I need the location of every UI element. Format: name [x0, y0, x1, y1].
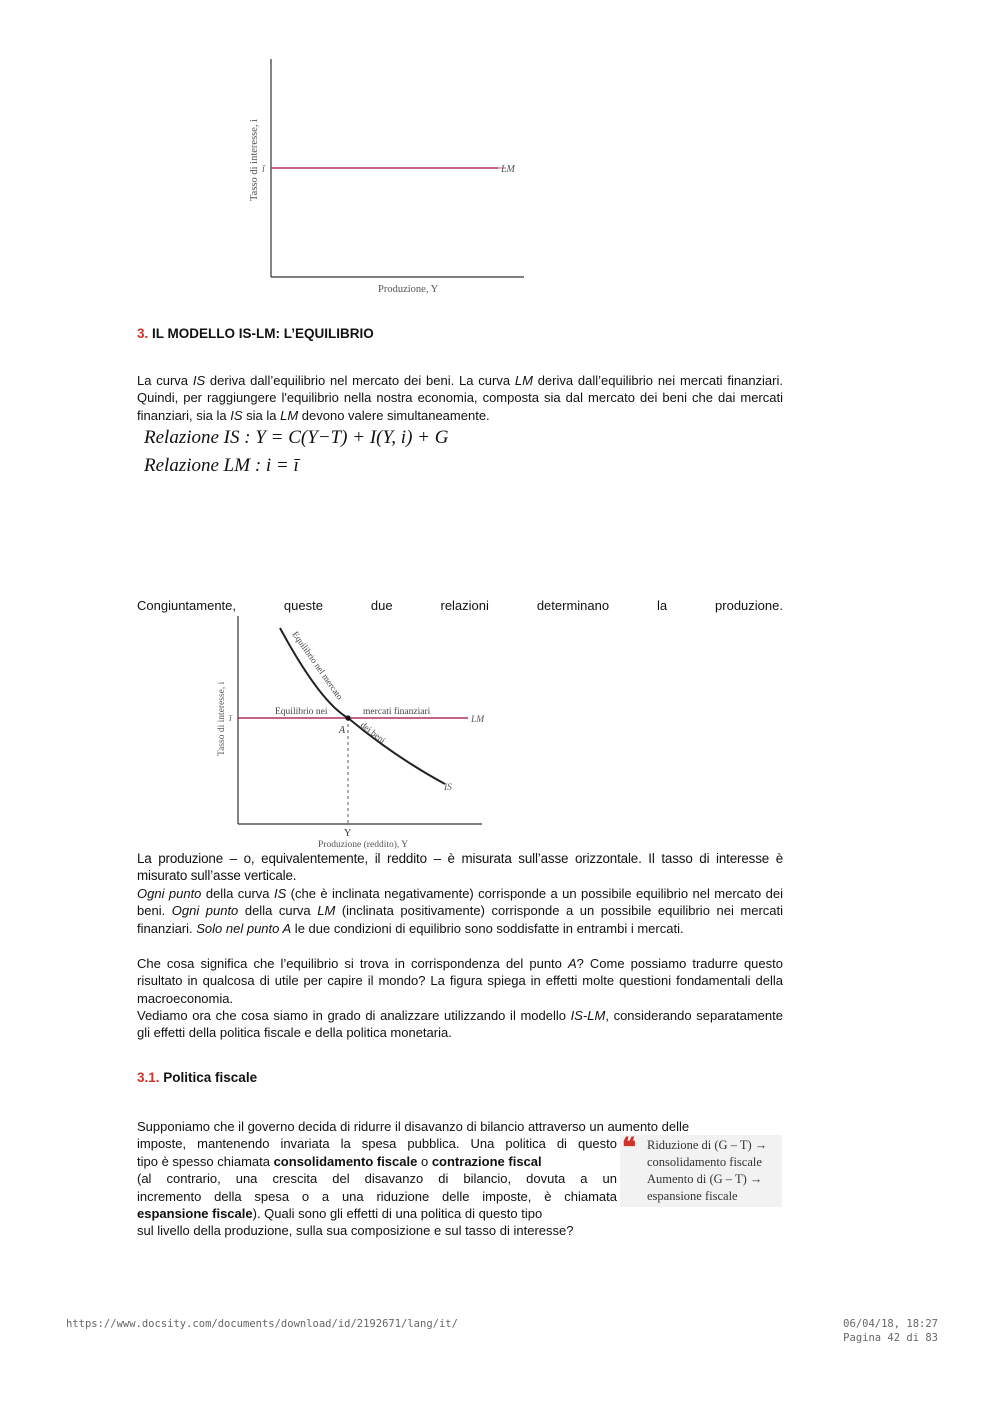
para-line: sul livello della produzione, sulla sua composizione e sul tasso di interesse?	[137, 1223, 574, 1239]
text: sia la	[242, 407, 281, 423]
callout-line: Riduzione di (G – T) →	[647, 1138, 768, 1152]
paragraph-axes	[137, 850, 783, 885]
text: (che è inclinata negativamente) corrisponde a un possibile equilibrio nel mercato dei beni.	[137, 886, 784, 919]
text-italic: IS	[230, 407, 243, 423]
word: relazioni	[440, 598, 489, 613]
text: le due condizioni di equilibrio sono soddisfatte in entrambi i mercati.	[291, 920, 684, 936]
paragraph-is-lm-intro	[137, 372, 783, 424]
callout-line: espansione fiscale	[647, 1189, 738, 1203]
label-curve-bottom: dei beni	[358, 719, 388, 746]
x-tick-label: Y	[344, 828, 352, 839]
label-curve-top: Equilibrio nel mercato	[290, 629, 346, 702]
text-bold: espansione fiscale	[137, 1206, 253, 1222]
section-number: 3.	[137, 326, 149, 341]
text-italic: IS	[273, 886, 287, 901]
margin-callout	[620, 1135, 782, 1207]
text-italic: A	[567, 956, 577, 971]
footer-url[interactable]: https://www.docsity.com/documents/download/id/2192671/lang/it/	[66, 1318, 458, 1330]
formula-is: Relazione IS : Y = C(Y−T) + I(Y, i) + G	[144, 427, 449, 448]
section-title: Politica fiscale	[159, 1070, 258, 1085]
y-axis-label: Tasso di interesse, i	[249, 118, 260, 201]
formula-lm-symbol: ī	[293, 455, 299, 476]
word: Congiuntamente,	[137, 598, 237, 613]
paragraph-ogni-punto	[137, 885, 783, 937]
word: due	[370, 598, 393, 613]
word: determinano	[536, 598, 610, 613]
quote-icon: ❝	[622, 1133, 636, 1162]
word: produzione.	[715, 598, 783, 613]
para-line	[137, 1153, 617, 1170]
text: La produzione – o, equivalentemente, il reddito – è misurata sull’asse orizzontale. Il tasso di interesse è misurato sull’asse verticale.	[137, 851, 783, 884]
formula-lm-prefix: Relazione LM : i =	[144, 455, 294, 476]
text: ? Come possiamo tradurre questo risultato in qualcosa di utile per capire il mondo? La figura spiega in effetti molte questioni fondamentali della macroeconomia.	[137, 956, 783, 1006]
para-line: incremento della spesa o a una riduzione delle imposte, è chiamata	[137, 1188, 617, 1204]
section-heading-3-1	[137, 1070, 257, 1085]
text: ). Quali sono gli effetti di una politica di questo tipo	[252, 1206, 543, 1222]
text-italic: Ogni punto	[137, 886, 202, 901]
figure-is-lm	[210, 612, 510, 852]
x-axis-label: Produzione, Y	[378, 284, 439, 295]
equilibrium-point	[345, 715, 350, 720]
para-line	[137, 1205, 631, 1222]
y-axis-label: Tasso di interesse, i	[217, 681, 227, 756]
footer-datetime: 06/04/18, 18:27	[843, 1318, 938, 1330]
text-italic: Ogni punto	[171, 903, 239, 919]
formula-lm	[144, 455, 299, 477]
word: la	[657, 598, 668, 613]
text: , considerando separatamente gli effetti della politica fiscale e della politica monetaria.	[137, 1008, 783, 1041]
lm-label: LM	[501, 164, 515, 175]
y-tick-label: ī	[262, 164, 265, 175]
text-italic: IS	[192, 373, 206, 388]
text: Vediamo ora che cosa siamo in grado di analizzare utilizzando il modello	[137, 1008, 571, 1023]
text: tipo è spesso chiamata	[137, 1153, 274, 1169]
text: devono valere simultaneamente.	[298, 407, 490, 423]
text-italic: LM	[317, 903, 336, 919]
footer-page-number: Pagina 42 di 83	[843, 1332, 938, 1344]
text: deriva dall’equilibrio nel mercato dei beni. La curva	[205, 373, 515, 388]
point-label: A	[339, 725, 346, 736]
text-bold: contrazione fiscal	[431, 1153, 542, 1169]
text: della curva	[238, 903, 318, 919]
text-bold: consolidamento fiscale	[273, 1153, 418, 1169]
text-italic: LM	[280, 407, 299, 423]
para-line: (al contrario, una crescita del disavanzo di bilancio, dovuta a un	[137, 1171, 617, 1187]
text: o	[417, 1153, 432, 1169]
section-number: 3.1.	[137, 1070, 160, 1085]
para-line: imposte, mantenendo invariata la spesa pubblica. Una politica di questo	[137, 1136, 617, 1152]
label-right: mercati finanziari	[363, 707, 431, 717]
section-heading-3	[137, 326, 374, 341]
text: La curva	[137, 373, 193, 388]
y-tick-label: ī	[229, 714, 232, 724]
text: (inclinata positivamente) corrisponde a un possibile equilibrio nei mercati finanziari.	[137, 903, 783, 936]
is-label: IS	[444, 783, 452, 793]
paragraph-punto-a	[137, 955, 783, 1007]
text-italic: Solo nel punto A	[196, 920, 292, 936]
callout-line: Aumento di (G – T) →	[647, 1172, 763, 1186]
x-axis-label: Produzione (reddito), Y	[318, 840, 409, 850]
text-italic: IS-LM	[570, 1008, 606, 1023]
text: Che cosa significa che l’equilibrio si trova in corrispondenza del punto	[137, 956, 568, 971]
figure-lm	[240, 55, 540, 300]
callout-line: consolidamento fiscale	[647, 1155, 762, 1169]
text: della curva	[201, 886, 274, 901]
paragraph-vediamo	[137, 1007, 783, 1042]
text-italic: LM	[514, 373, 533, 388]
lm-label: LM	[471, 715, 485, 725]
text: deriva dall’equilibrio nei mercati finanziari. Quindi, per raggiungere l'equilibrio nella nostra economia, composta sia dal mercato dei beni che dai mercati finanziari, sia la	[137, 373, 783, 423]
word: queste	[283, 598, 323, 613]
section-title: IL MODELLO IS-LM: L’EQUILIBRIO	[148, 326, 374, 341]
label-left: Equilibrio nei	[275, 707, 328, 717]
para-line: Supponiamo che il governo decida di ridurre il disavanzo di bilancio attraverso un aumento delle	[137, 1119, 690, 1134]
